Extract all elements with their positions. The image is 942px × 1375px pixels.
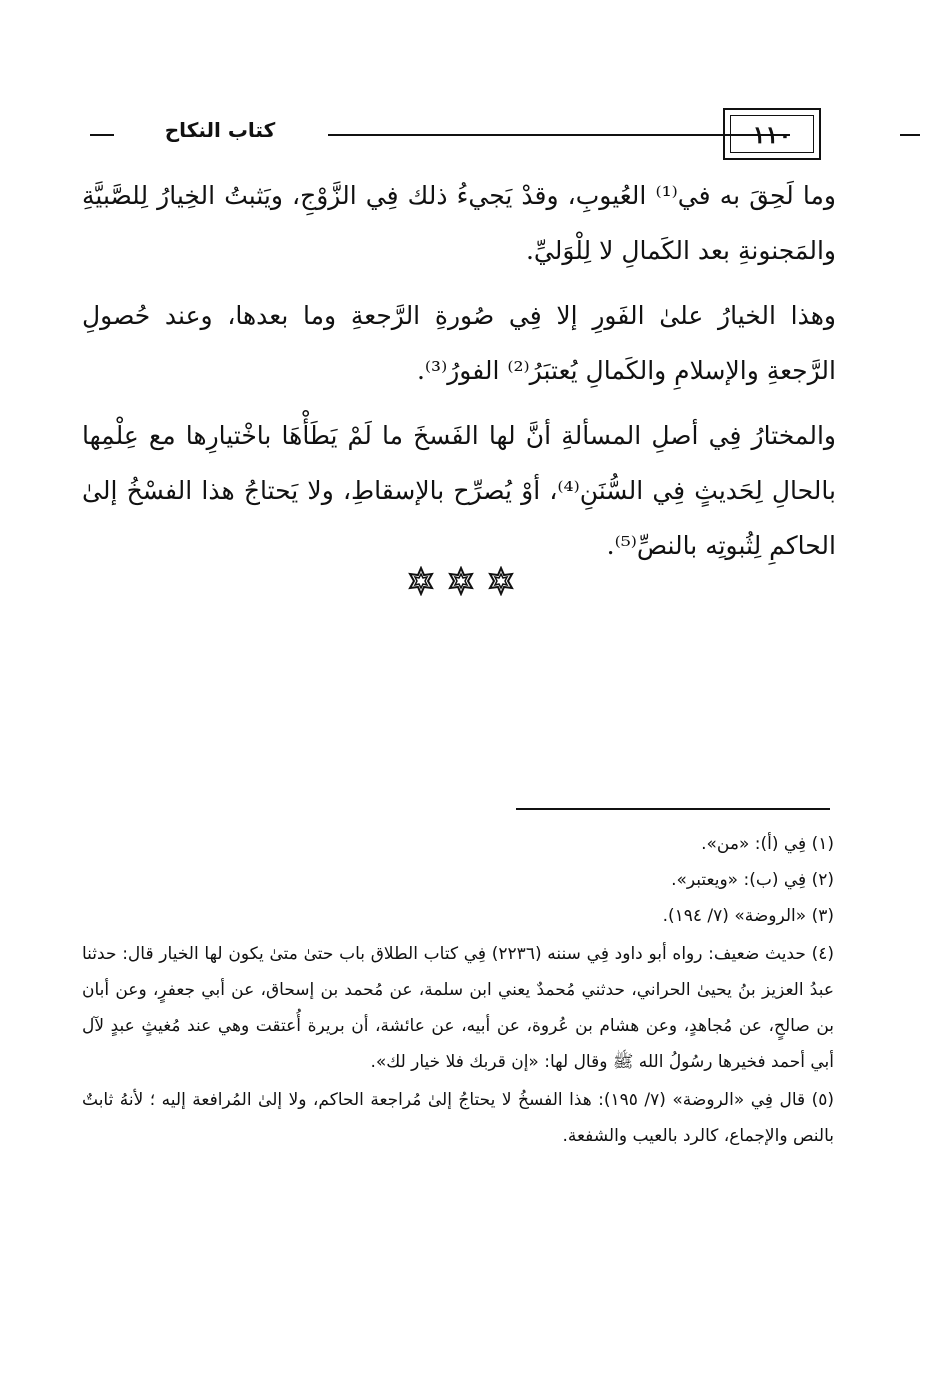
star-ornament-icon: [406, 566, 436, 596]
paragraph-1: وما لَحِقَ به في⁽¹⁾ العُيوبِ، وقدْ يَجيءُ ذلك فِي الزَّوْجِ، ويَثبتُ الخِيارُ لِلصَّبيَّةِ والمَجنونةِ بعد الكَمالِ لا لِلْوَليِّ.: [82, 181, 836, 265]
footnote-1: (١) فِي (أ): «من».: [701, 834, 834, 854]
page-header: [80, 108, 840, 162]
footnote-4: (٤) حديث ضعيف: رواه أبو داود فِي سننه (٢٢٣٦) فِي كتاب الطلاق باب حتىٰ متىٰ يكون لها الخيار قال: حدثنا عبدُ العزيز بنُ يحيىٰ الحراني، حدثني مُحمدٌ يعني ابن سلمة، عن مُحمد بن إسحاق، عن أبي جعفرٍ، وعن أبان بن صالحٍ، عن مُجاهدٍ، وعن هشام بن عُروة، عن أبيه، عن عائشة، أن بريرة أُعتقت وهي عند مُغيثٍ عبدٍ لآل أبي أحمد فخيرها رسُولُ الله ﷺ وقال لها: «إن قربك فلا خيار لك».: [82, 944, 834, 1072]
main-text: [82, 168, 836, 583]
star-ornament-icon: [486, 566, 516, 596]
page-number-frame: [723, 108, 821, 160]
section-ornament: [406, 566, 516, 596]
footnote-5: (٥) قال فِي «الروضة» (٧/ ١٩٥): هذا الفسخُ لا يحتاجُ إلىٰ مُراجعة الحاكم، ولا إلىٰ المُرافعة إليه ؛ لأنهُ ثابتٌ بالنص والإجماع، كالرد بالعيب والشفعة.: [82, 1090, 834, 1146]
star-ornament-icon: [446, 566, 476, 596]
paragraph-2: وهذا الخيارُ علىٰ الفَورِ إلا فِي صُورةِ الرَّجعةِ وما بعدها، وعند حُصولِ الرَّجعةِ والإسلامِ والكَمالِ يُعتبَرُ⁽²⁾ الفورُ⁽³⁾.: [82, 301, 836, 385]
footnote-separator: [516, 808, 830, 810]
footnote-3: (٣) «الروضة» (٧/ ١٩٤).: [662, 906, 834, 926]
footnote-2: (٢) فِي (ب): «ويعتبر».: [671, 870, 834, 890]
footnotes: [82, 826, 834, 1154]
header-rule-right: [900, 134, 920, 136]
header-rule-left: [90, 134, 114, 136]
chapter-title: كتاب النكاح: [164, 118, 276, 142]
paragraph-3: والمختارُ فِي أصلِ المسألةِ أنَّ لها الفَسخَ ما لَمْ يَطَأْهَا باخْتيارِها مع عِلْمِها بالحالِ لِحَديثٍ فِي السُّنَنِ⁽⁴⁾، أوْ يُصرِّح بالإسقاطِ، ولا يَحتاجُ هذا الفسْخُ إلىٰ الحاكمِ لِثُبوتِه بالنصِّ⁽⁵⁾.: [82, 421, 836, 560]
header-rule-middle: [328, 134, 790, 136]
page-number: ١١٠: [730, 115, 814, 153]
